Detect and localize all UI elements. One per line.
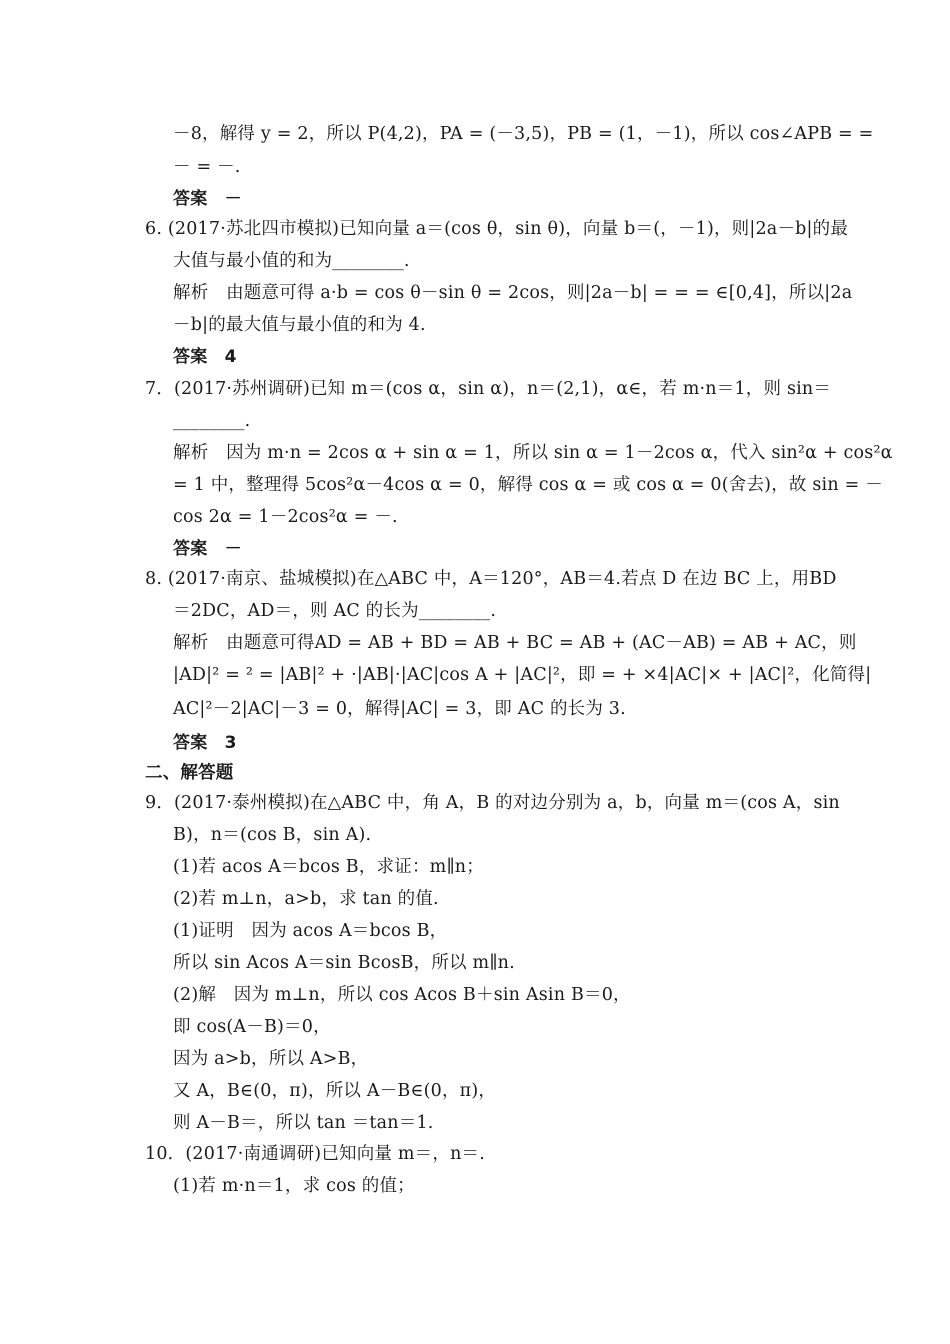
text-line: (1)若 m·n＝1，求 cos 的值； xyxy=(173,1176,415,1196)
text-line: －8，解得 y = 2，所以 P(4,2)，PA = (－3,5)，PB = (1，－1)，所以 cos∠APB = = xyxy=(173,124,874,144)
text-line: |AD|² = ² = |AB|² + ·|AB|·|AC|cos A + |AC|²，即 = + ×4|AC|× + |AC|²，化简得| xyxy=(173,665,872,685)
section-heading: 二、解答题 xyxy=(145,763,234,783)
text-line: 大值与最小值的和为________. xyxy=(173,251,410,271)
analysis-line: 解析 因为 m·n = 2cos α + sin α = 1，所以 sin α = 1－2cos α，代入 sin²α + cos²α xyxy=(173,443,893,463)
question-6: 6. (2017·苏北四市模拟)已知向量 a＝(cos θ，sin θ)，向量 b＝(，－1)，则|2a－b|的最 xyxy=(145,219,849,239)
question-8: 8. (2017·南京、盐城模拟)在△ABC 中，A＝120°，AB＝4.若点 D 在边 BC 上，用BD xyxy=(145,569,837,589)
question-10: 10．(2017·南通调研)已知向量 m＝，n＝. xyxy=(145,1144,486,1164)
question-9: 9．(2017·泰州模拟)在△ABC 中，角 A，B 的对边分别为 a，b，向量 m＝(cos A，sin xyxy=(145,793,840,813)
answer-line: 答案 4 xyxy=(173,347,237,367)
text-line: 又 A，B∈(0，π)，所以 A－B∈(0，π)， xyxy=(173,1081,497,1101)
text-line: 则 A－B＝，所以 tan ＝tan＝1. xyxy=(173,1113,434,1133)
question-7: 7．(2017·苏州调研)已知 m＝(cos α，sin α)，n＝(2,1)，α∈，若 m·n＝1，则 sin＝ xyxy=(145,379,832,399)
answer-line: 答案 － xyxy=(173,539,242,559)
text-line: (2)若 m⊥n，a>b，求 tan 的值. xyxy=(173,889,439,909)
text-line: 即 cos(A－B)＝0， xyxy=(173,1017,331,1037)
answer-line: 答案 － xyxy=(173,189,242,209)
solution-line: (2)解 因为 m⊥n，所以 cos Acos B＋sin Asin B＝0， xyxy=(173,985,631,1005)
text-line: (1)若 acos A＝bcos B，求证：m∥n； xyxy=(173,857,484,877)
text-line: －b|的最大值与最小值的和为 4. xyxy=(173,315,426,335)
proof-line: (1)证明 因为 acos A＝bcos B， xyxy=(173,921,448,941)
text-line: ________. xyxy=(173,411,251,431)
text-line: AC|²－2|AC|－3 = 0，解得|AC| = 3，即 AC 的长为 3. xyxy=(173,699,626,719)
text-line: ＝2DC，AD＝，则 AC 的长为________. xyxy=(173,601,497,621)
analysis-line: 解析 由题意可得AD = AB + BD = AB + BC = AB + (AC－AB) = AB + AC，则 xyxy=(173,633,857,653)
text-line: － = －. xyxy=(173,157,241,177)
text-line: B)，n＝(cos B，sin A). xyxy=(173,825,372,845)
text-line: 因为 a>b，所以 A>B， xyxy=(173,1049,369,1069)
text-line: = 1 中，整理得 5cos²α－4cos α = 0，解得 cos α = 或 cos α = 0(舍去)，故 sin = － xyxy=(173,475,883,495)
text-line: 所以 sin Acos A＝sin BcosB，所以 m∥n. xyxy=(173,953,515,973)
analysis-line: 解析 由题意可得 a·b = cos θ－sin θ = 2cos，则|2a－b| = = = ∈[0,4]，所以|2a xyxy=(173,283,853,303)
text-line: cos 2α = 1－2cos²α = －. xyxy=(173,507,398,527)
answer-line: 答案 3 xyxy=(173,733,237,753)
